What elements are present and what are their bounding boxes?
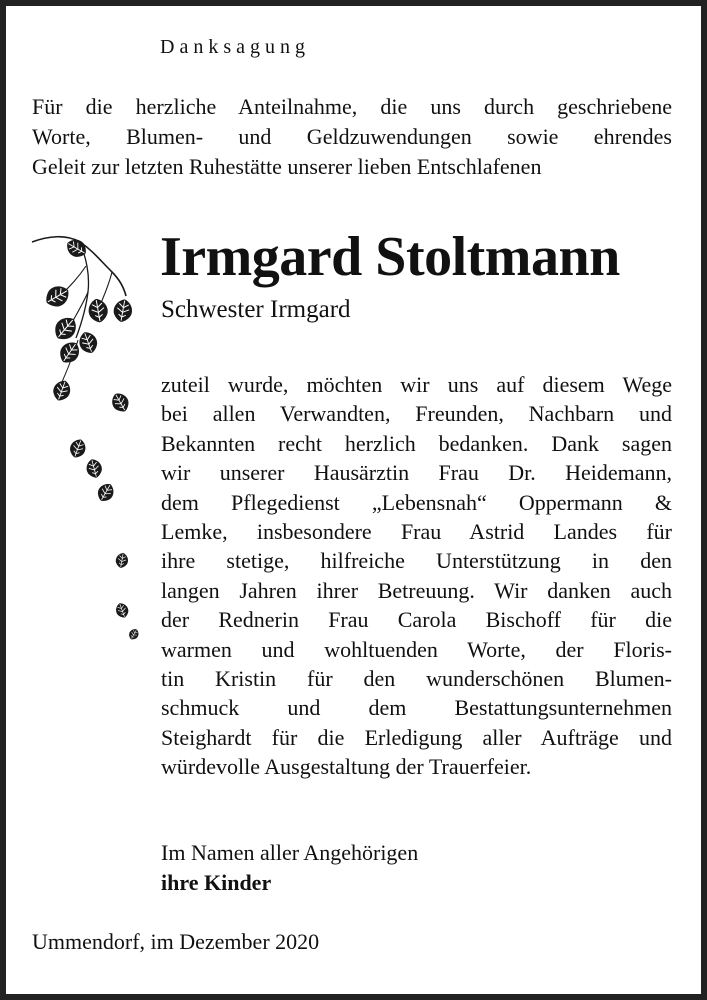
intro-text: [32, 92, 672, 182]
body-line: Lemke, insbesondere Frau Astrid Landes für: [161, 519, 672, 545]
closing-block: [161, 838, 418, 898]
body-line: der Rednerin Frau Carola Bischoff für die: [161, 607, 672, 633]
body-line: langen Jahren ihrer Betreuung. Wir danken auch: [161, 577, 672, 603]
body-line: bei allen Verwandten, Freunden, Nachbarn und: [161, 401, 672, 427]
body-line: Bekannten recht herzlich bedanken. Dank sagen: [161, 430, 672, 456]
notice-heading: Danksagung: [160, 36, 310, 58]
body-line: schmuck und dem Bestattungsunternehmen: [161, 695, 672, 721]
deceased-name: Irmgard Stoltmann: [160, 226, 620, 288]
closing-line: Im Namen aller Angehörigen: [161, 840, 419, 865]
intro-line: Für die herzliche Anteilnahme, die uns durch geschriebene: [32, 94, 672, 119]
body-line: zuteil wurde, möchten wir uns auf diesem Wege: [161, 372, 672, 397]
body-line: Steighardt für die Erledigung aller Aufträge und: [161, 724, 672, 750]
deceased-subname: Schwester Irmgard: [161, 296, 351, 323]
body-line: dem Pflegedienst „Lebensnah“ Oppermann &: [161, 489, 672, 515]
body-line: tin Kristin für den wunderschönen Blumen-: [161, 666, 672, 692]
body-text: [161, 370, 672, 782]
body-line: warmen und wohltuenden Worte, der Floris-: [161, 636, 672, 662]
body-line: wir unserer Hausärztin Frau Dr. Heidemann,: [161, 460, 672, 486]
body-line: ihre stetige, hilfreiche Unterstützung in den: [161, 548, 672, 574]
place-date: Ummendorf, im Dezember 2020: [32, 929, 320, 954]
falling-leaves-icon: [28, 230, 158, 650]
intro-line: Worte, Blumen- und Geldzuwendungen sowie ehrendes: [32, 124, 672, 149]
body-line: würdevolle Ausgestaltung der Trauerfeier.: [161, 754, 532, 780]
signature: ihre Kinder: [161, 870, 272, 895]
intro-line: Geleit zur letzten Ruhestätte unserer lieben Entschlafenen: [32, 154, 542, 179]
